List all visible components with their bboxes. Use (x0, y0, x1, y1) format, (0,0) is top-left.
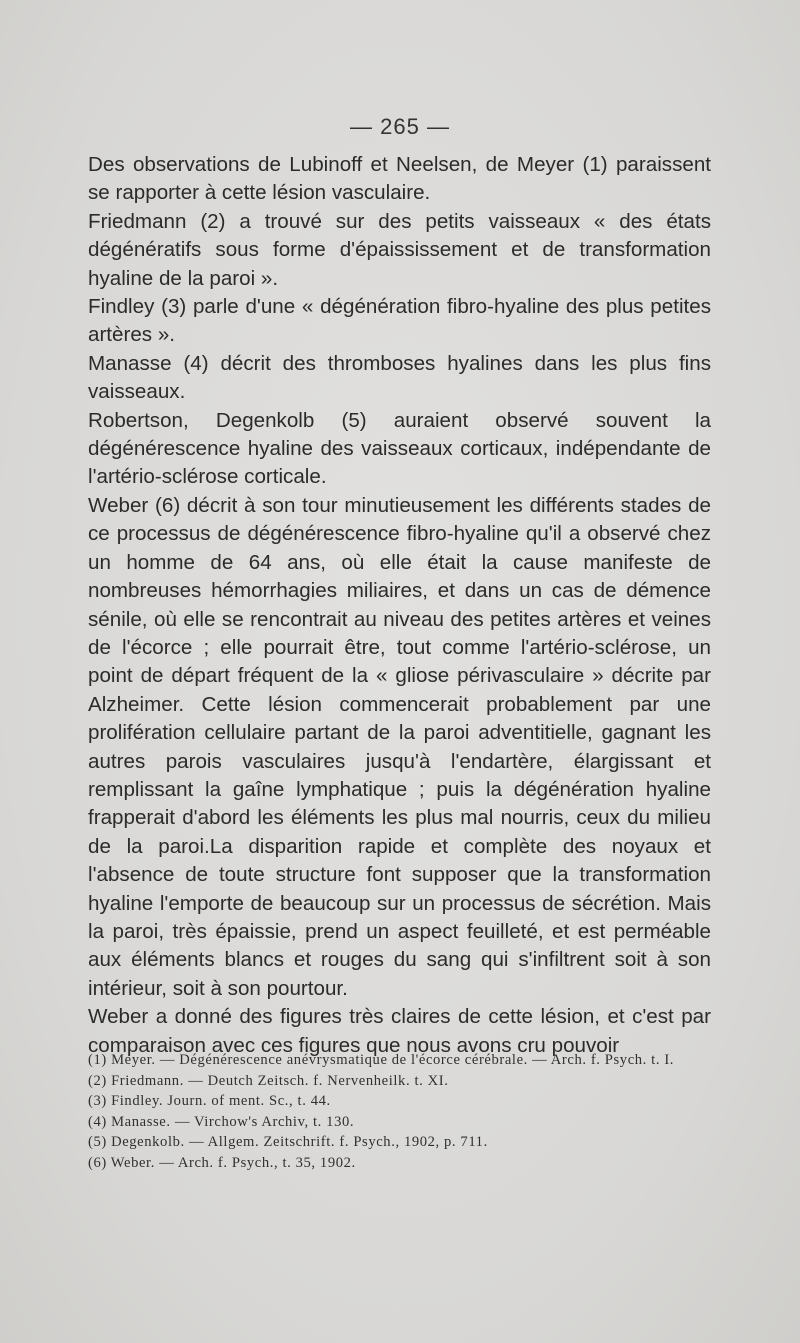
paragraph-meyer: Des observations de Lubinoff et Neelsen, de Meyer (1) paraissent se rapporter à cette lésion vasculaire. (88, 153, 711, 205)
footnote-4: (4) Manasse. — Virchow's Archiv, t. 130. (88, 1113, 355, 1130)
paragraph-friedmann: Friedmann (2) a trouvé sur des petits vaisseaux « des états dégénératifs sous forme d'épaississement et de transformation hyaline de la paroi ». (88, 209, 711, 290)
paragraph-robertson: Robertson, Degenkolb (5) auraient observé souvent la dégénérescence hyaline des vaisseaux corticaux, indépendante de l'artério-sclérose corticale. (88, 408, 711, 489)
footnote-5: (5) Degenkolb. — Allgem. Zeitschrift. f. Psych., 1902, p. 711. (88, 1134, 488, 1151)
paragraph-weber: Weber (6) décrit à son tour minutieusement les différents stades de ce processus de dégénérescence fibro-hyaline qu'il a observé chez un homme de 64 ans, où elle était la cause manifeste de nombreuses hémorrhagies miliaires, et dans un cas de démence sénile, où elle se rencontrait au niveau des petites artères et veines de l'écorce ; elle pourrait être, tout comme l'artério-sclérose, un point de départ fréquent de la « gliose périvasculaire » décrite par Alzheimer. Cette lésion commencerait probablement par une prolifération cellulaire partant de la paroi adventitielle, gagnant les autres parois vasculaires jusqu'à l'endartère, élargissant et remplissant la gaîne lymphatique ; puis la dégénération hyaline frapperait d'abord les éléments les plus mal nourris, ceux du milieu de la paroi.La disparition rapide et complète des noyaux et l'absence de toute structure font supposer que la transformation hyaline l'emporte de beaucoup sur un processus de sécrétion. Mais la paroi, très épaissie, prend un aspect feuilleté, et est perméable aux éléments blancs et rouges du sang qui s'infiltrent soit à son intérieur, soit à son pourtour. (88, 493, 711, 1000)
paragraph-findley: Findley (3) parle d'une « dégénération fibro-hyaline des plus petites artères ». (88, 295, 711, 347)
footnote-6: (6) Weber. — Arch. f. Psych., t. 35, 1902. (88, 1154, 356, 1171)
body-text (88, 151, 711, 1060)
footnote-2: (2) Friedmann. — Deutch Zeitsch. f. Nervenheilk. t. XI. (88, 1072, 449, 1089)
paragraph-manasse: Manasse (4) décrit des thromboses hyalines dans les plus fins vaisseaux. (88, 351, 711, 404)
footnote-3: (3) Findley. Journ. of ment. Sc., t. 44. (88, 1093, 331, 1110)
paragraph-weber-figures: Weber a donné des figures très claires de cette lésion, et c'est par comparaison avec ces figures que nous avons cru pouvoir (88, 1005, 711, 1057)
page-number: — 265 — (350, 114, 450, 139)
footnote-1: (1) Meyer. — Dégénérescence anévrysmatique de l'écorce cérébrale. — Arch. f. Psych. t. I. (88, 1052, 675, 1068)
footnotes (88, 1050, 711, 1174)
